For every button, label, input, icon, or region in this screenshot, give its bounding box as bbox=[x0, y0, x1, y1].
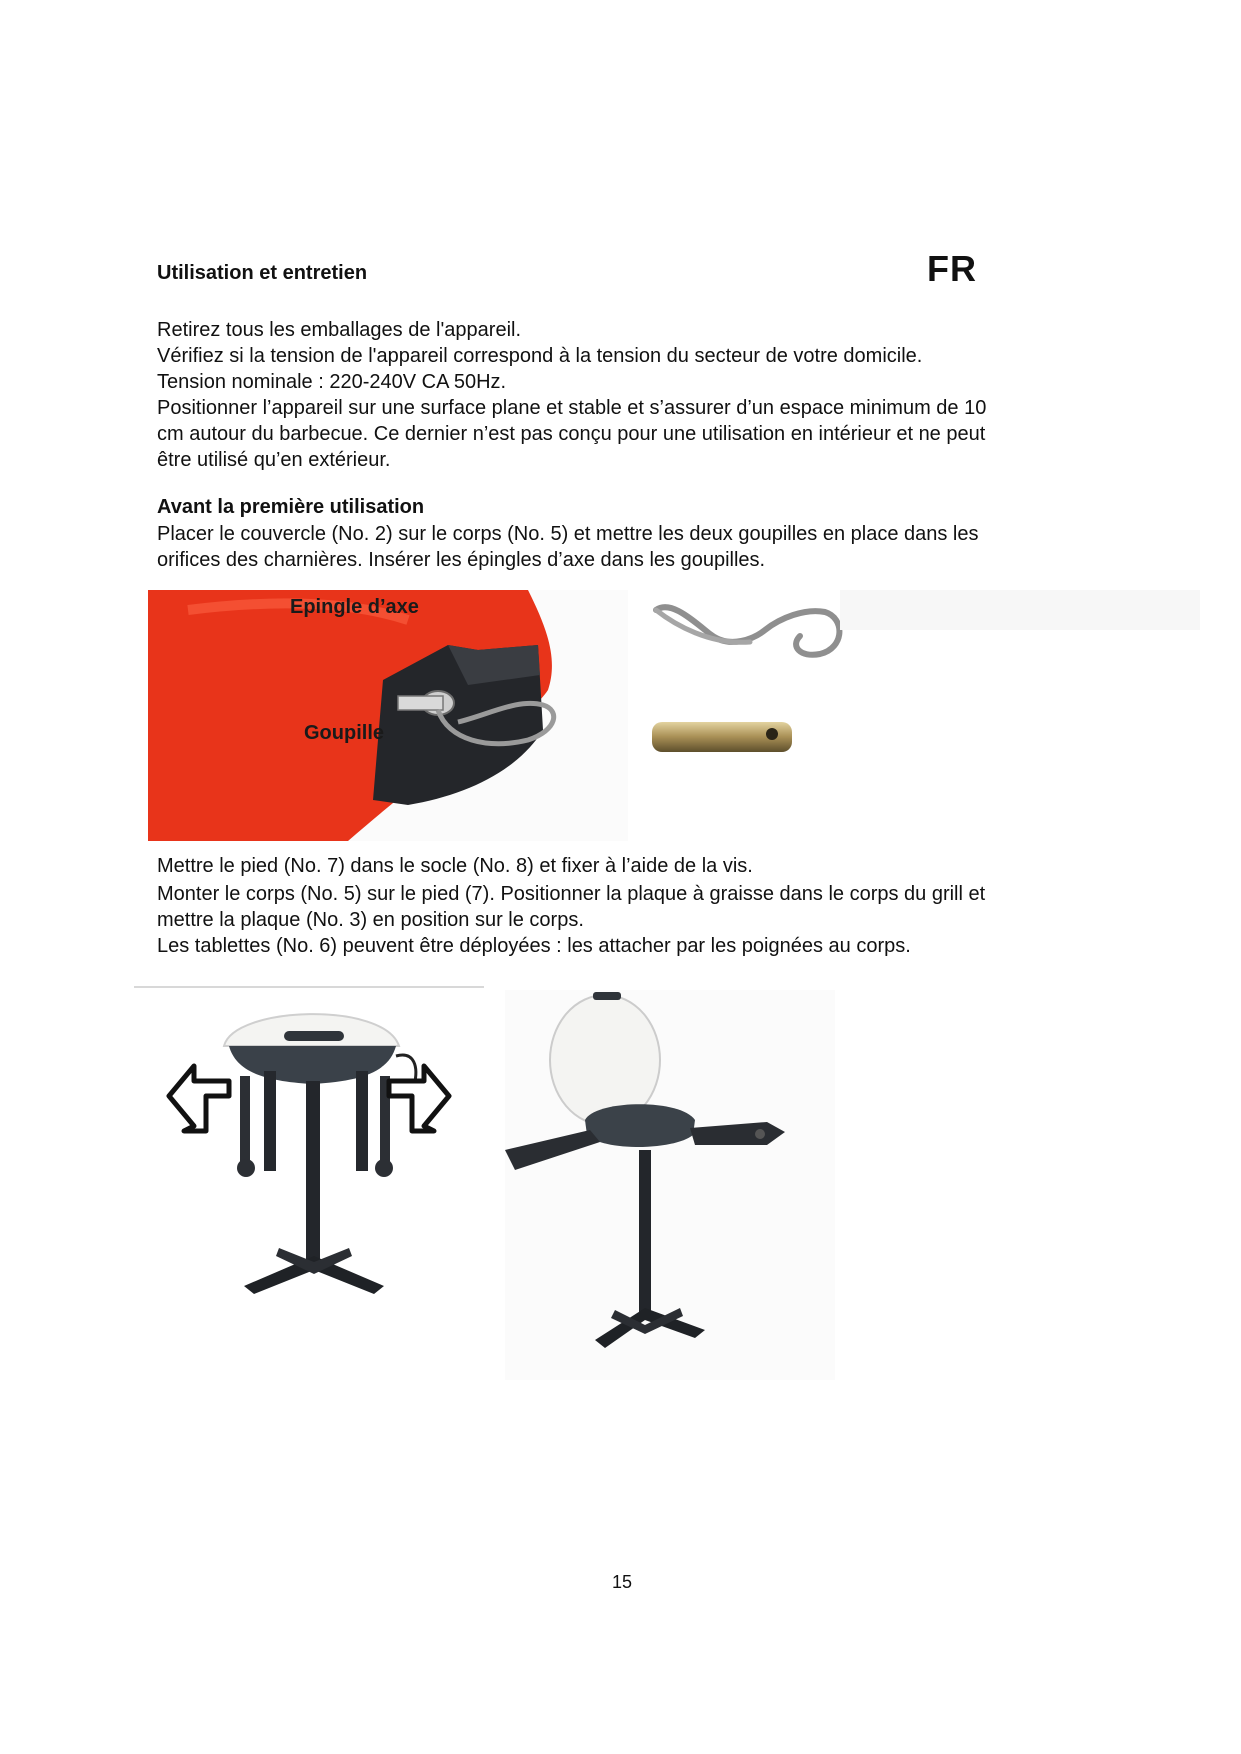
intro-line: Tension nominale : 220-240V CA 50Hz. bbox=[157, 371, 507, 393]
intro-line: cm autour du barbecue. Ce dernier n’est pas conçu pour une utilisation en intérieur et ne peut bbox=[157, 423, 986, 445]
intro-line: être utilisé qu’en extérieur. bbox=[157, 449, 391, 471]
intro-line: Positionner l’appareil sur une surface plane et stable et s’assurer d’un espace minimum de 10 bbox=[157, 397, 987, 419]
assembly-line: Mettre le pied (No. 7) dans le socle (No. 8) et fixer à l’aide de la vis. bbox=[157, 855, 753, 877]
before-first-use-paragraph bbox=[157, 521, 1117, 573]
before-first-use-line: Placer le couvercle (No. 2) sur le corps (No. 5) et mettre les deux goupilles en place dans les bbox=[157, 523, 979, 545]
assembly-line: Monter le corps (No. 5) sur le pied (7). Positionner la plaque à graisse dans le corps du grill et bbox=[157, 883, 986, 905]
assembly-line: mettre la plaque (No. 3) en position sur le corps. bbox=[157, 909, 584, 931]
intro-line: Vérifiez si la tension de l'appareil correspond à la tension du secteur de votre domicile. bbox=[157, 345, 923, 367]
hinge-photo bbox=[148, 590, 628, 841]
before-first-use-line: orifices des charnières. Insérer les épingles d’axe dans les goupilles. bbox=[157, 549, 766, 571]
label-epingle-daxe: Epingle d’axe bbox=[290, 596, 419, 618]
intro-paragraph bbox=[157, 317, 1117, 473]
before-first-use-title: Avant la première utilisation bbox=[157, 496, 425, 518]
section-title: Utilisation et entretien bbox=[157, 262, 368, 284]
photo-background-strip bbox=[840, 590, 1200, 630]
grill-deployed-photo bbox=[505, 990, 835, 1380]
assembly-paragraph bbox=[157, 853, 1117, 959]
page-number: 15 bbox=[612, 1572, 633, 1592]
cotter-pin-illustration bbox=[650, 590, 850, 678]
intro-line: Retirez tous les emballages de l'appareil. bbox=[157, 319, 522, 341]
grill-folded-photo bbox=[134, 986, 484, 1316]
label-goupille: Goupille bbox=[304, 722, 384, 744]
assembly-line: Les tablettes (No. 6) peuvent être déployées : les attacher par les poignées au corps. bbox=[157, 935, 911, 957]
hinge-illustration bbox=[148, 590, 628, 841]
cotter-pin-photo bbox=[650, 590, 850, 678]
grill-deployed-illustration bbox=[505, 990, 835, 1380]
axle-pin-illustration bbox=[650, 712, 802, 762]
language-code: FR bbox=[927, 248, 977, 289]
axle-pin-photo bbox=[650, 712, 802, 762]
grill-folded-illustration bbox=[134, 986, 484, 1316]
